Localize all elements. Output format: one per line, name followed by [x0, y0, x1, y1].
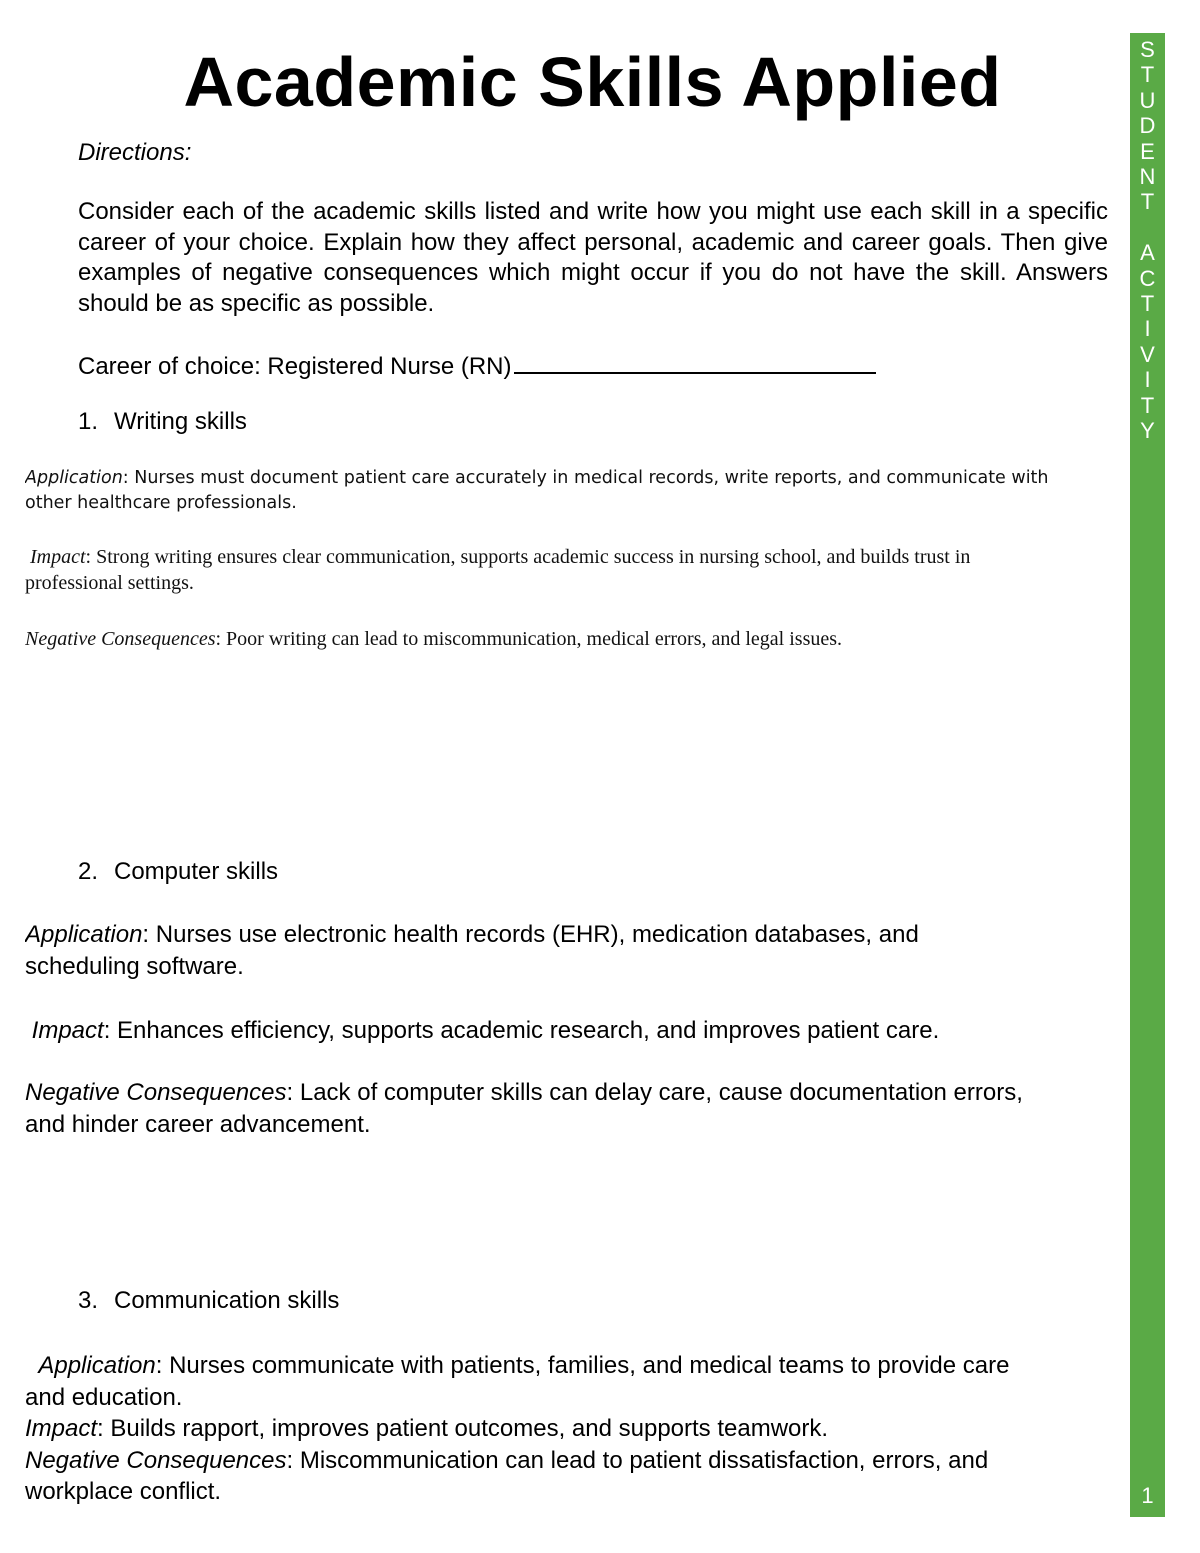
computer-impact: Impact: Enhances efficiency, supports academic research, and improves patient care. — [31, 1017, 940, 1044]
negative-label: Negative Consequences — [25, 1079, 287, 1106]
directions-label: Directions: — [78, 139, 192, 166]
section-heading-writing: 1. Writing skills — [78, 408, 247, 435]
directions-text: Consider each of the academic skills listed and write how you might use each skill in a specific career of your choice. Explain how they affect personal, academic and career goals. Then give examples of negative consequences which might occur if you do not have the skill. Answers should be as specific as possible. — [78, 198, 1108, 317]
application-label: Application — [25, 468, 123, 488]
application-label: Application — [38, 1352, 156, 1379]
computer-application: Application: Nurses use electronic health records (EHR), medication databases, and scheduling software. — [25, 921, 919, 980]
negative-label: Negative Consequences — [25, 1446, 287, 1474]
writing-negative: Negative Consequences: Poor writing can lead to miscommunication, medical errors, and legal issues. — [25, 628, 843, 650]
career-of-choice — [78, 346, 876, 381]
section-heading-computer: 2. Computer skills — [78, 858, 279, 885]
negative-label: Negative Consequences — [25, 628, 216, 650]
writing-application: Application: Nurses must document patient care accurately in medical records, write reports, and communicate with other healthcare professionals. — [25, 468, 1049, 513]
sidebar-vertical-text: S T U D E N T A C T I V I T Y — [1139, 37, 1156, 444]
page-number: 1 — [1141, 1483, 1154, 1508]
impact-label: Impact — [30, 546, 86, 568]
section-heading-communication: 3. Communication skills — [78, 1287, 340, 1314]
career-label: Career of choice: — [78, 353, 268, 380]
page-title: Academic Skills Applied — [183, 43, 1002, 121]
writing-impact: Impact: Strong writing ensures clear communication, supports academic success in nursing school, and builds trust in professional settings. — [25, 546, 971, 594]
computer-negative: Negative Consequences: Lack of computer skills can delay care, cause documentation errors, and hinder career advancement. — [25, 1079, 1023, 1138]
impact-label: Impact — [25, 1415, 98, 1442]
communication-answers: Application: Nurses communicate with patients, families, and medical teams to provide care and education. Impact: Builds rapport, improves patient outcomes, and supports teamwork. Negative Consequences: Miscommunication can lead to patient dissatisfaction, errors, and workplace conflict. — [25, 1352, 1010, 1505]
impact-label: Impact — [31, 1017, 104, 1044]
career-value: Registered Nurse (RN) — [267, 353, 512, 380]
student-activity-sidebar — [1130, 33, 1165, 1517]
career-blank-line — [514, 346, 876, 374]
application-label: Application — [25, 921, 143, 948]
